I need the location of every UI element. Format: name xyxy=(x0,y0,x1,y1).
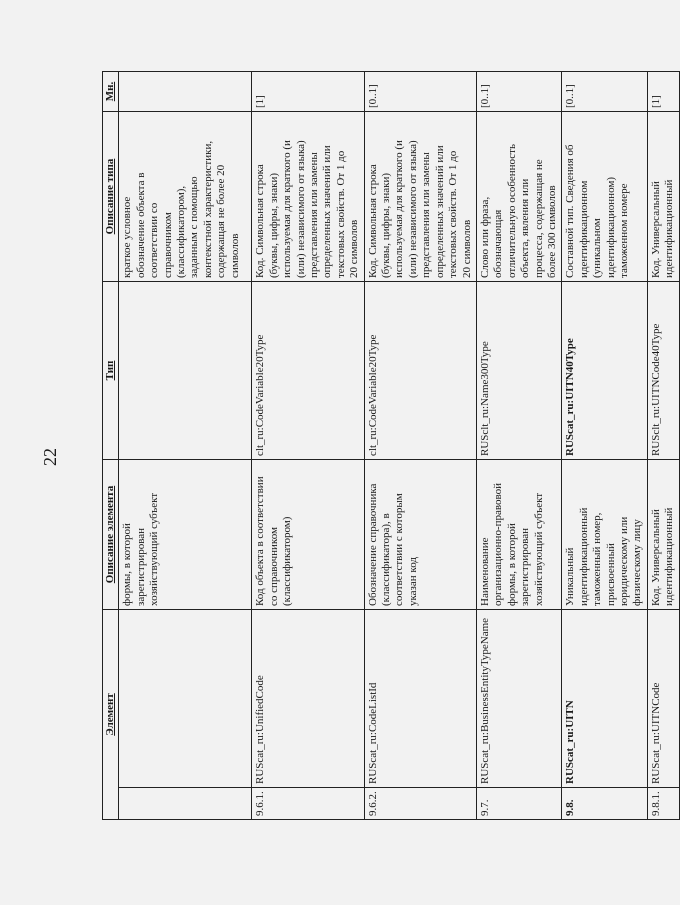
header-type-description: Описание типа xyxy=(103,112,119,282)
row-element-description: формы, в которой зарегистрирован хозяйствующий субъект xyxy=(119,460,252,610)
row-type: clt_ru:CodeVariable20Type xyxy=(252,282,364,460)
table-row xyxy=(647,72,679,820)
row-multiplicity: [0..1] xyxy=(476,72,561,112)
row-element-name: RUScat_ru:CodeListId xyxy=(364,610,476,788)
row-element-description: Уникальный идентификационный таможенный номер, присвоенный юридическому или физическому лицу xyxy=(562,460,647,610)
table-row xyxy=(252,72,364,820)
row-type-description: Код. Символьная строка (буквы, цифры, знаки) используемая для краткого (и (или) независимого от языка) представления или замены определенных значений или текстовых свойств. От 1 до 20 символов xyxy=(364,112,476,282)
page-number: 22 xyxy=(40,448,60,466)
row-type-description: краткое условное обозначение объекта в соответствии со справочником (классификатором), заданным с помощью контекстной характеристики, содержащая не более 20 символов xyxy=(119,112,252,282)
table-wrapper xyxy=(102,72,676,820)
rotated-table-container xyxy=(102,72,676,820)
table-row xyxy=(119,72,252,820)
row-multiplicity: [0..1] xyxy=(364,72,476,112)
row-element-description: Обозначение справочника (классификатора), в соответствии с которым указан код xyxy=(364,460,476,610)
row-number: 9.6.2. xyxy=(364,788,476,820)
table-row xyxy=(364,72,476,820)
row-element-name: RUScat_ru:UITN xyxy=(562,610,647,788)
row-multiplicity: [0..1] xyxy=(562,72,647,112)
spec-table xyxy=(102,71,680,820)
row-element-description: Наименование организационно-правовой формы, в которой зарегистрирован хозяйствующий субъект xyxy=(476,460,561,610)
row-type-description: Код. Универсальный идентификационный xyxy=(647,112,679,282)
row-element-name xyxy=(119,610,252,788)
row-type: RUSclt_ru:Name300Type xyxy=(476,282,561,460)
row-type-description: Составной тип. Сведения об идентификационном (уникальном идентификационном) таможенном номере xyxy=(562,112,647,282)
row-type-description: Код. Символьная строка (буквы, цифры, знаки) используемая для краткого (и (или) независимого от языка) представления или замены определенных значений или текстовых свойств. От 1 до 20 символов xyxy=(252,112,364,282)
header-multiplicity: Мн. xyxy=(103,72,119,112)
row-element-description: Код. Универсальный идентификационный xyxy=(647,460,679,610)
table-row xyxy=(562,72,647,820)
row-multiplicity: [1] xyxy=(647,72,679,112)
header-element: Элемент xyxy=(103,610,119,820)
row-type: RUScat_ru:UITN40Type xyxy=(562,282,647,460)
row-number: 9.8.1. xyxy=(647,788,679,820)
row-type: RUSclt_ru:UITNCode40Type xyxy=(647,282,679,460)
row-element-name: RUScat_ru:UnifiedCode xyxy=(252,610,364,788)
row-number: 9.7. xyxy=(476,788,561,820)
row-element-name: RUScat_ru:BusinessEntityTypeName xyxy=(476,610,561,788)
row-multiplicity xyxy=(119,72,252,112)
row-type-description: Слово или фраза, обозначающая отличительную особенность объекта, явления или процесса, содержащая не более 300 символов xyxy=(476,112,561,282)
row-multiplicity: [1] xyxy=(252,72,364,112)
header-element-description: Описание элемента xyxy=(103,460,119,610)
row-type: clt_ru:CodeVariable20Type xyxy=(364,282,476,460)
row-number: 9.6.1. xyxy=(252,788,364,820)
row-number: 9.8. xyxy=(562,788,647,820)
table-row xyxy=(476,72,561,820)
header-type: Тип xyxy=(103,282,119,460)
row-number xyxy=(119,788,252,820)
row-type xyxy=(119,282,252,460)
table-header-row xyxy=(103,72,119,820)
row-element-name: RUScat_ru:UITNCode xyxy=(647,610,679,788)
row-element-description: Код объекта в соответствии со справочником (классификатором) xyxy=(252,460,364,610)
